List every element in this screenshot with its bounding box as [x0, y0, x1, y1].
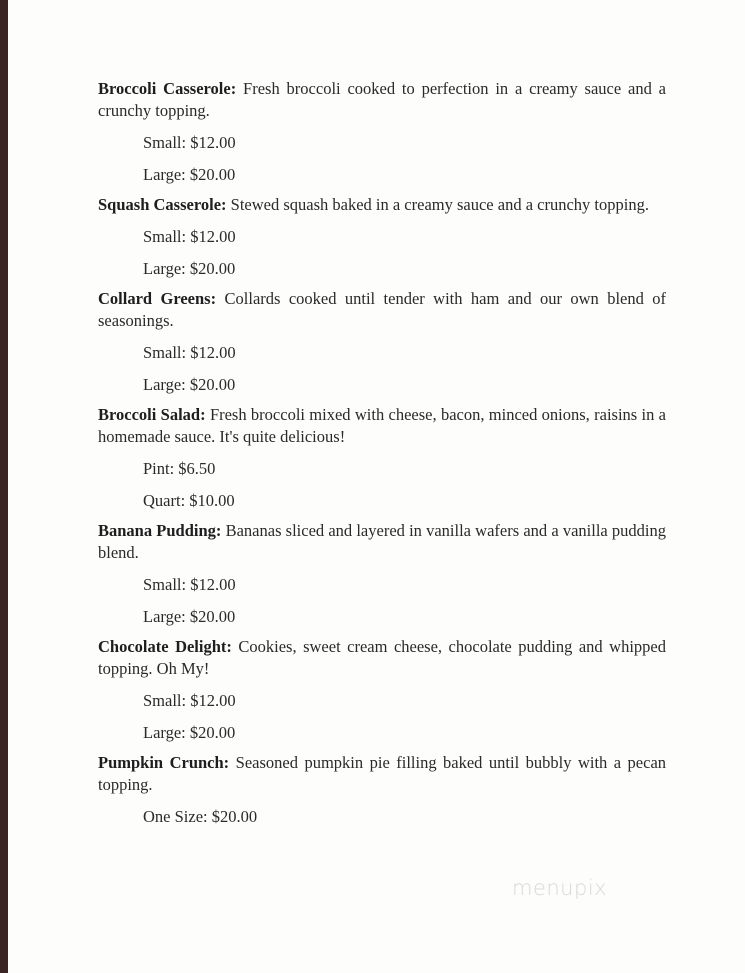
item-price: Small: $12.00: [143, 343, 236, 362]
item-price: Quart: $10.00: [143, 491, 235, 510]
item-price: Pint: $6.50: [143, 459, 216, 478]
menu-item: [98, 288, 666, 401]
item-description: Fresh broccoli cooked to perfection in a creamy sauce and a crunchy topping.: [98, 79, 667, 120]
item-price: Large: $20.00: [143, 259, 236, 278]
item-description: Stewed squash baked in a creamy sauce and a crunchy topping.: [230, 195, 649, 214]
item-description-block: [98, 78, 666, 122]
page-edge-border: [0, 0, 8, 973]
menu-item: [98, 194, 666, 285]
menu-item: [98, 78, 666, 191]
item-description-block: [98, 520, 666, 564]
item-description: Collards cooked until tender with ham and our own blend of seasonings.: [98, 289, 667, 330]
item-description-block: [98, 404, 666, 448]
item-price: Small: $12.00: [143, 133, 236, 152]
item-name: Broccoli Salad:: [98, 405, 206, 424]
item-name: Squash Casserole:: [98, 195, 227, 214]
item-name: Banana Pudding:: [98, 521, 222, 540]
item-description-block: [98, 288, 666, 332]
item-price: Large: $20.00: [143, 607, 236, 626]
item-description: Cookies, sweet cream cheese, chocolate pudding and whipped topping. Oh My!: [98, 637, 666, 678]
item-price: Large: $20.00: [143, 723, 236, 742]
menu-item: [98, 404, 666, 517]
menu-list: [98, 78, 666, 836]
item-description: Seasoned pumpkin pie filling baked until bubbly with a pecan topping.: [98, 753, 667, 794]
item-name: Chocolate Delight:: [98, 637, 232, 656]
item-price: Small: $12.00: [143, 691, 236, 710]
item-description: Fresh broccoli mixed with cheese, bacon, minced onions, raisins in a homemade sauce. It's quite delicious!: [98, 405, 667, 446]
item-description-block: [98, 636, 666, 680]
menupix-watermark: menupix: [512, 876, 608, 900]
item-description-block: [98, 752, 666, 796]
item-price: Large: $20.00: [143, 375, 236, 394]
item-name: Pumpkin Crunch:: [98, 753, 230, 772]
item-price: Large: $20.00: [143, 165, 236, 184]
menu-item: [98, 520, 666, 633]
item-price: Small: $12.00: [143, 575, 236, 594]
item-price: Small: $12.00: [143, 227, 236, 246]
item-name: Broccoli Casserole:: [98, 79, 237, 98]
item-description-block: [98, 194, 666, 216]
item-description: Bananas sliced and layered in vanilla wafers and a vanilla pudding blend.: [98, 521, 666, 562]
menu-item: [98, 636, 666, 749]
item-name: Collard Greens:: [98, 289, 217, 308]
menu-item: [98, 752, 666, 833]
item-price: One Size: $20.00: [143, 807, 258, 826]
